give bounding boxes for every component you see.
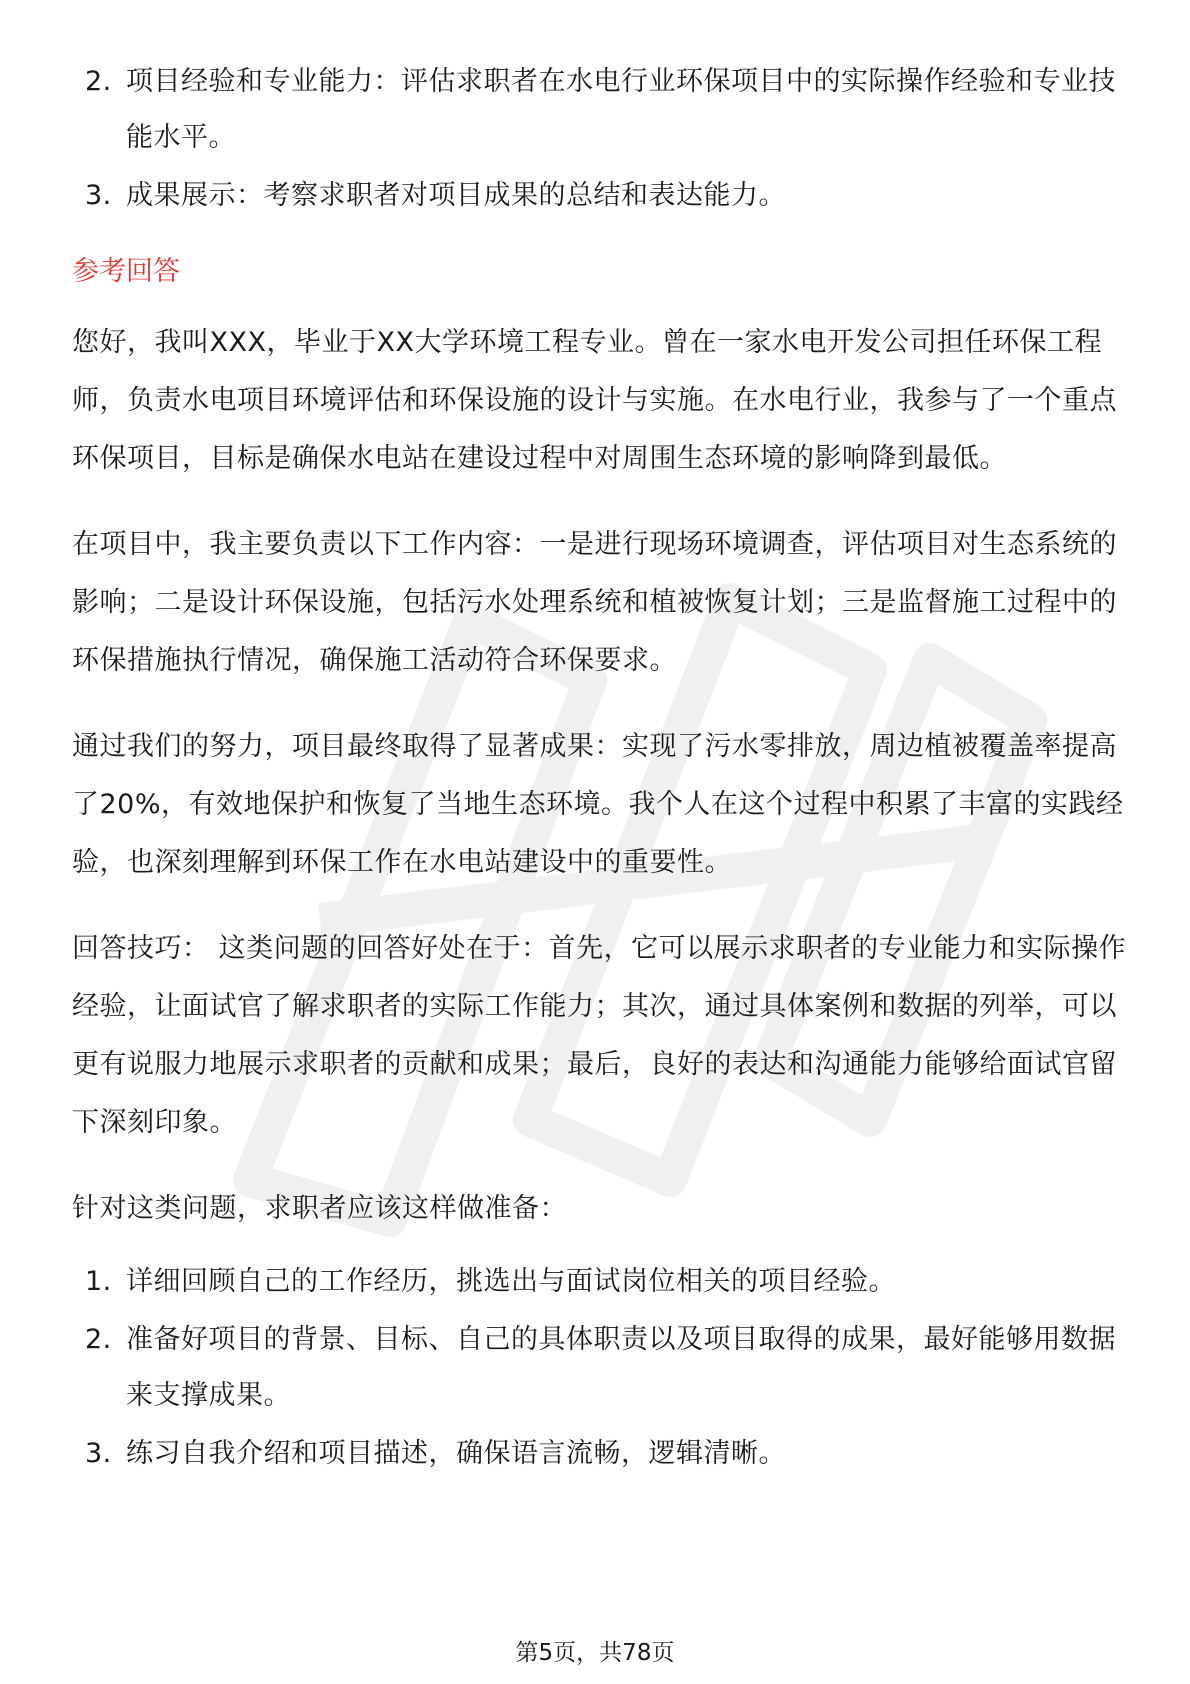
list-text: 成果展示：考察求职者对项目成果的总结和表达能力。: [126, 180, 786, 211]
list-item: [72, 1254, 1132, 1310]
list-number: 3.: [85, 1438, 112, 1469]
paragraph-intro: 您好，我叫XXX，毕业于XX大学环境工程专业。曾在一家水电开发公司担任环保工程师，负责水电项目环境评估和环保设施的设计与实施。在水电行业，我参与了一个重点环保项目，目标是确保水电站在建设过程中对周围生态环境的影响降到最低。: [72, 327, 1117, 474]
page-footer: 第5页，共78页: [515, 1640, 675, 1666]
section-title: 参考回答: [72, 256, 180, 287]
list-number: 1.: [85, 1266, 112, 1297]
list-number: 2.: [85, 1324, 112, 1355]
paragraph-responsibilities: 在项目中，我主要负责以下工作内容：一是进行现场环境调查，评估项目对生态系统的影响；二是设计环保设施，包括污水处理系统和植被恢复计划；三是监督施工过程中的环保措施执行情况，确保施工活动符合环保要求。: [72, 529, 1117, 676]
paragraph-tips: 回答技巧： 这类问题的回答好处在于：首先，它可以展示求职者的专业能力和实际操作经验，让面试官了解求职者的实际工作能力；其次，通过具体案例和数据的列举，可以更有说服力地展示求职者的贡献和成果；最后，良好的表达和沟通能力能够给面试官留下深刻印象。: [72, 933, 1127, 1138]
list-item: [72, 54, 1132, 166]
paragraph-results: 通过我们的努力，项目最终取得了显著成果：实现了污水零排放，周边植被覆盖率提高了20%，有效地保护和恢复了当地生态环境。我个人在这个过程中积累了丰富的实践经验，也深刻理解到环保工作在水电站建设中的重要性。: [72, 731, 1124, 878]
list-text: 详细回顾自己的工作经历，挑选出与面试岗位相关的项目经验。: [126, 1266, 896, 1297]
document-content: [72, 54, 1132, 1482]
list-number: 3.: [85, 180, 112, 211]
preparation-list: [72, 1254, 1132, 1482]
list-text: 项目经验和专业能力：评估求职者在水电行业环保项目中的实际操作经验和专业技能水平。: [126, 66, 1116, 153]
list-item: [72, 1426, 1132, 1482]
list-text: 练习自我介绍和项目描述，确保语言流畅，逻辑清晰。: [126, 1438, 786, 1469]
list-text: 准备好项目的背景、目标、自己的具体职责以及项目取得的成果，最好能够用数据来支撑成果。: [126, 1324, 1116, 1411]
list-item: [72, 168, 1132, 224]
paragraph-prep-intro: 针对这类问题，求职者应该这样做准备：: [72, 1193, 567, 1224]
list-item: [72, 1312, 1132, 1424]
list-number: 2.: [85, 66, 112, 97]
evaluation-points-list: [72, 54, 1132, 224]
